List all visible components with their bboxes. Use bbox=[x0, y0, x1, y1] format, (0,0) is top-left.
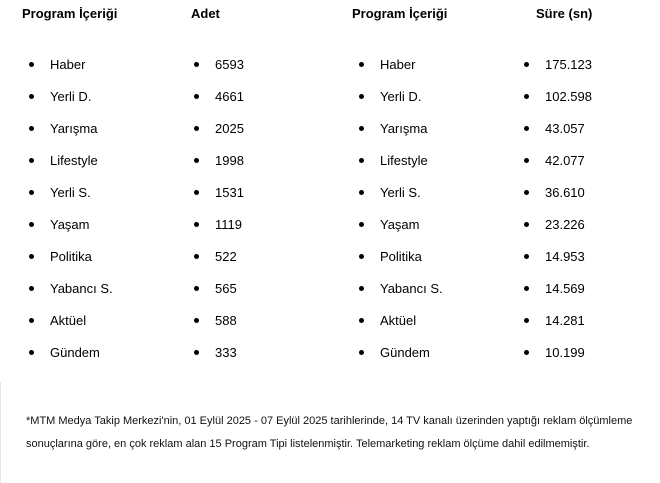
bullet-icon bbox=[29, 190, 34, 195]
program-name: Yerli D. bbox=[50, 89, 92, 104]
bullet-icon bbox=[29, 286, 34, 291]
list-item bbox=[356, 209, 443, 241]
list-item bbox=[26, 177, 113, 209]
count-value: 1119 bbox=[215, 217, 242, 232]
program-name: Aktüel bbox=[50, 313, 87, 328]
program-name: Yarışma bbox=[380, 121, 428, 136]
bullet-icon bbox=[194, 254, 199, 259]
count-value: 565 bbox=[215, 281, 237, 296]
list-item bbox=[356, 273, 443, 305]
count-value: 2025 bbox=[215, 121, 244, 136]
program-name: Yaşam bbox=[50, 217, 90, 232]
bullet-icon bbox=[524, 350, 529, 355]
program-name: Politika bbox=[50, 249, 92, 264]
count-value: 1998 bbox=[215, 153, 244, 168]
list-item bbox=[26, 337, 113, 369]
bullet-icon bbox=[194, 94, 199, 99]
duration-value: 102.598 bbox=[545, 89, 592, 104]
list-item bbox=[356, 337, 443, 369]
list-item bbox=[356, 113, 443, 145]
list-item bbox=[356, 49, 443, 81]
bullet-icon bbox=[29, 350, 34, 355]
list-item bbox=[521, 145, 592, 177]
bullet-icon bbox=[524, 254, 529, 259]
list-item bbox=[191, 81, 244, 113]
bullet-icon bbox=[359, 94, 364, 99]
bullet-icon bbox=[359, 158, 364, 163]
bullet-icon bbox=[524, 190, 529, 195]
bullet-icon bbox=[194, 350, 199, 355]
list-item bbox=[356, 305, 443, 337]
list-item bbox=[26, 81, 113, 113]
list-item bbox=[521, 337, 592, 369]
header-program-right: Program İçeriği bbox=[352, 6, 448, 21]
program-name: Lifestyle bbox=[380, 153, 428, 168]
duration-value: 14.953 bbox=[545, 249, 585, 264]
list-item bbox=[521, 81, 592, 113]
bullet-icon bbox=[359, 222, 364, 227]
duration-value: 42.077 bbox=[545, 153, 585, 168]
header-duration: Süre (sn) bbox=[536, 6, 593, 21]
program-name: Yerli S. bbox=[380, 185, 421, 200]
duration-value: 10.199 bbox=[545, 345, 585, 360]
list-item bbox=[521, 113, 592, 145]
list-item bbox=[191, 113, 244, 145]
program-name: Gündem bbox=[50, 345, 100, 360]
program-name: Politika bbox=[380, 249, 422, 264]
program-name: Yaşam bbox=[380, 217, 420, 232]
program-name: Lifestyle bbox=[50, 153, 98, 168]
program-name: Haber bbox=[50, 57, 86, 72]
bullet-icon bbox=[359, 190, 364, 195]
bullet-icon bbox=[359, 126, 364, 131]
program-name: Yarışma bbox=[50, 121, 98, 136]
bullet-icon bbox=[194, 62, 199, 67]
list-item bbox=[26, 145, 113, 177]
duration-value: 43.057 bbox=[545, 121, 585, 136]
bullet-icon bbox=[29, 62, 34, 67]
bullet-icon bbox=[524, 318, 529, 323]
program-name: Yerli D. bbox=[380, 89, 422, 104]
program-name: Gündem bbox=[380, 345, 430, 360]
bullet-icon bbox=[29, 318, 34, 323]
list-item bbox=[26, 273, 113, 305]
bullet-icon bbox=[524, 222, 529, 227]
list-item bbox=[356, 241, 443, 273]
list-item bbox=[191, 305, 244, 337]
list-item bbox=[191, 145, 244, 177]
program-name: Yerli S. bbox=[50, 185, 91, 200]
count-value: 588 bbox=[215, 313, 237, 328]
list-item bbox=[191, 49, 244, 81]
list-item bbox=[521, 49, 592, 81]
bullet-icon bbox=[29, 158, 34, 163]
list-item bbox=[26, 305, 113, 337]
list-item bbox=[521, 305, 592, 337]
list-item bbox=[191, 177, 244, 209]
list-item bbox=[26, 209, 113, 241]
list-item bbox=[521, 241, 592, 273]
program-list-right bbox=[356, 49, 443, 369]
count-value: 333 bbox=[215, 345, 237, 360]
duration-value: 36.610 bbox=[545, 185, 585, 200]
duration-value: 23.226 bbox=[545, 217, 585, 232]
bullet-icon bbox=[194, 158, 199, 163]
bullet-icon bbox=[359, 254, 364, 259]
list-item bbox=[26, 113, 113, 145]
list-item bbox=[191, 209, 244, 241]
count-value: 522 bbox=[215, 249, 237, 264]
bullet-icon bbox=[194, 318, 199, 323]
count-value: 6593 bbox=[215, 57, 244, 72]
bullet-icon bbox=[359, 350, 364, 355]
bullet-icon bbox=[29, 94, 34, 99]
bullet-icon bbox=[194, 190, 199, 195]
list-item bbox=[521, 273, 592, 305]
bullet-icon bbox=[194, 222, 199, 227]
list-item bbox=[191, 273, 244, 305]
header-program-left: Program İçeriği bbox=[22, 6, 118, 21]
bullet-icon bbox=[524, 126, 529, 131]
bullet-icon bbox=[524, 286, 529, 291]
bullet-icon bbox=[359, 286, 364, 291]
header-count: Adet bbox=[191, 6, 220, 21]
bullet-icon bbox=[524, 158, 529, 163]
bullet-icon bbox=[359, 62, 364, 67]
bullet-icon bbox=[524, 94, 529, 99]
list-item bbox=[191, 241, 244, 273]
list-item bbox=[356, 177, 443, 209]
program-name: Yabancı S. bbox=[50, 281, 113, 296]
bullet-icon bbox=[524, 62, 529, 67]
bullet-icon bbox=[29, 254, 34, 259]
duration-value: 14.569 bbox=[545, 281, 585, 296]
count-value: 4661 bbox=[215, 89, 244, 104]
bullet-icon bbox=[29, 126, 34, 131]
count-list bbox=[191, 49, 244, 369]
list-item bbox=[521, 209, 592, 241]
bullet-icon bbox=[359, 318, 364, 323]
list-item bbox=[191, 337, 244, 369]
bullet-icon bbox=[29, 222, 34, 227]
duration-list bbox=[521, 49, 592, 369]
bullet-icon bbox=[194, 286, 199, 291]
duration-value: 175.123 bbox=[545, 57, 592, 72]
list-item bbox=[356, 81, 443, 113]
duration-value: 14.281 bbox=[545, 313, 585, 328]
list-item bbox=[26, 241, 113, 273]
program-name: Yabancı S. bbox=[380, 281, 443, 296]
list-item bbox=[26, 49, 113, 81]
program-list-left bbox=[26, 49, 113, 369]
program-name: Haber bbox=[380, 57, 416, 72]
list-item bbox=[521, 177, 592, 209]
list-item bbox=[356, 145, 443, 177]
bullet-icon bbox=[194, 126, 199, 131]
count-value: 1531 bbox=[215, 185, 244, 200]
program-name: Aktüel bbox=[380, 313, 417, 328]
footnote: *MTM Medya Takip Merkezi'nin, 01 Eylül 2025 - 07 Eylül 2025 tarihlerinde, 14 TV kanalı üzerinden yaptığı reklam ölçümleme sonuçlarına göre, en çok reklam alan 15 Program Tipi listelenmiştir. Telemarketing reklam ölçüme dahil edilmemiştir. bbox=[26, 415, 633, 450]
